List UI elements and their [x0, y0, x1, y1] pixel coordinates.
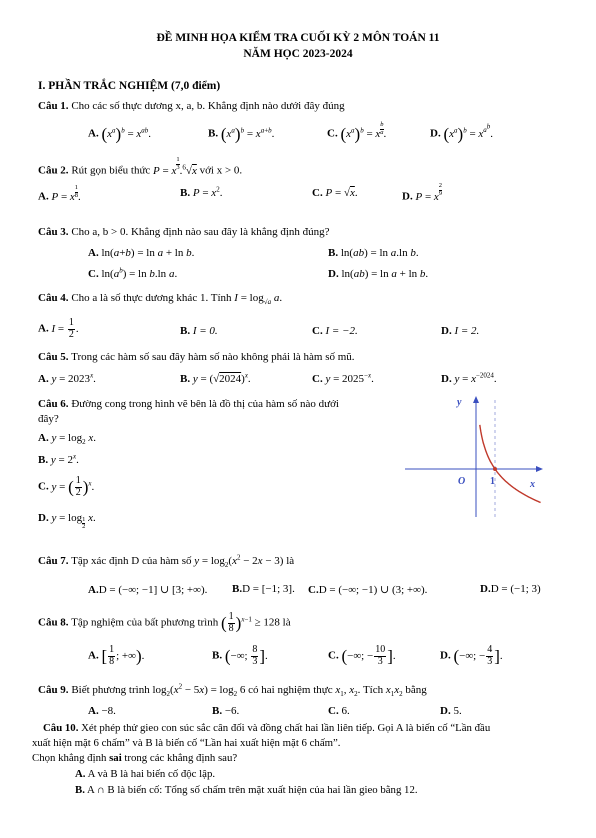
question-10-emphasis: sai: [109, 752, 122, 764]
q9-option-b[interactable]: [212, 705, 239, 717]
q7-expression: $y = \log_2(x^2 - 2x - 3)$: [194, 553, 284, 570]
log-curve: [480, 425, 541, 503]
section-heading: I. PHẦN TRẮC NGHIỆM (7,0 điểm): [38, 80, 221, 92]
q2-option-b[interactable]: [180, 187, 222, 199]
question-5-text: Trong các hàm số sau đây hàm số nào không phải là hàm số mũ.: [71, 351, 355, 363]
option-letter: B.: [212, 705, 223, 717]
q8-b-math: (−∞; $\frac{8}{3}$ ].: [224, 644, 268, 667]
q5-c-math: $y = 2025^{-x}$.: [325, 371, 374, 385]
option-letter: D.: [440, 649, 451, 662]
q1-a-math: $(x^a)^b = x^{ab}$.: [101, 124, 152, 143]
question-8-text: Tập nghiệm của bất phương trình: [71, 616, 219, 629]
question-5: [38, 351, 355, 363]
option-letter: C.: [328, 705, 339, 717]
q5-b-math: $y = (√2024)^x$.: [192, 371, 251, 385]
q2-d-math: P = x $\frac{2}{9}$: [415, 182, 443, 203]
option-letter: C.: [308, 584, 319, 596]
q3-d-math: ln(ab) = ln a + ln b.: [341, 268, 429, 280]
exam-title: ĐỀ MINH HỌA KIỂM TRA CUỐI KỲ 2 MÔN TOÁN 11: [156, 32, 440, 44]
option-letter: A.: [75, 768, 86, 780]
q3-option-b[interactable]: [328, 247, 419, 259]
q4-option-a[interactable]: [38, 318, 79, 340]
q4-c-text: I = −2.: [325, 325, 358, 337]
q1-d-math: $(x^a)^b = x^{a^b}$.: [443, 122, 494, 143]
question-9-tail2: bằng: [405, 684, 427, 696]
question-7-text: Tập xác định D của hàm số: [71, 555, 192, 567]
q4-option-c[interactable]: [312, 325, 358, 337]
q9-product-math: $x_1x_2$: [385, 684, 403, 699]
question-10-prompt: Chọn khẳng định: [32, 752, 107, 764]
option-letter: A.: [38, 190, 49, 203]
q8-c-math: (−∞; − $\frac{10}{3}$ ].: [341, 644, 396, 667]
q4-option-b[interactable]: [180, 325, 218, 337]
q6-option-a[interactable]: [38, 432, 96, 447]
option-letter: D.: [328, 268, 339, 280]
q2-c-math: P = √x.: [325, 187, 358, 199]
question-10-prompt-tail: trong các khẳng định sau?: [124, 752, 238, 764]
option-letter: D.: [480, 583, 491, 595]
q10-a-text: A và B là hai biến cố độc lập.: [87, 768, 216, 780]
q3-option-a[interactable]: [88, 247, 194, 259]
q1-option-d[interactable]: [430, 124, 493, 144]
q6-c-math: y = ( $\frac{1}{2}$ )$^x$.: [51, 475, 95, 498]
question-4-label: Câu 4.: [38, 292, 69, 304]
question-4: [38, 292, 283, 307]
q4-b-text: I = 0.: [192, 325, 218, 337]
question-10-line3: [32, 752, 237, 764]
question-8: [38, 612, 291, 634]
option-letter: A.: [88, 584, 99, 596]
q2-option-a[interactable]: [38, 185, 81, 203]
option-letter: D.: [38, 512, 49, 524]
option-letter: C.: [88, 268, 99, 280]
option-letter: C.: [312, 373, 323, 385]
question-10: [43, 722, 490, 734]
q6-option-c[interactable]: [38, 476, 94, 498]
question-6-line2: đây?: [38, 413, 59, 425]
q9-option-d[interactable]: [440, 705, 462, 717]
q8-option-c[interactable]: [328, 645, 396, 667]
q7-option-a[interactable]: [88, 583, 207, 596]
question-2-condition: với x > 0.: [199, 164, 243, 177]
q5-d-math: $y = x^{-2024}$.: [454, 371, 497, 385]
q8-option-d[interactable]: [440, 645, 503, 667]
q6-a-math: $y = \log_2 x$.: [51, 432, 96, 447]
option-letter: A.: [88, 247, 99, 259]
option-letter: B.: [75, 784, 85, 796]
q9-expression: $\log_2(x^2 - 5x) = \log_2 6$: [152, 682, 246, 699]
q3-c-math: $\ln(a^b) = \ln b.\ln$ a.: [101, 266, 178, 280]
q9-option-a[interactable]: [88, 705, 116, 717]
y-axis-arrow: [473, 396, 479, 403]
option-letter: D.: [430, 127, 441, 140]
q9-d-text: 5.: [453, 705, 462, 717]
question-1: [38, 100, 345, 112]
q1-option-a[interactable]: [88, 124, 151, 144]
option-letter: C.: [38, 480, 49, 493]
q8-d-math: (−∞; − $\frac{4}{3}$ ].: [453, 644, 503, 667]
option-letter: D.: [402, 190, 413, 203]
q3-option-c[interactable]: [88, 268, 177, 280]
function-graph: [400, 392, 550, 522]
q7-option-d[interactable]: [480, 583, 541, 595]
q8-option-a[interactable]: [88, 645, 144, 667]
q10-b-text: A ∩ B là biến cố: Tổng số chấm trên mặt xuất hiện của hai lần gieo bằng 12.: [87, 784, 418, 796]
option-letter: B.: [212, 649, 223, 662]
tick-label-one: 1: [490, 476, 495, 487]
question-8-inequality: ≥ 128 là: [254, 616, 291, 629]
question-3-label: Câu 3.: [38, 226, 69, 238]
q2-b-math: $P = x^2$.: [192, 185, 223, 199]
q1-option-c[interactable]: [327, 122, 386, 144]
option-letter: C.: [328, 649, 339, 662]
option-letter: A.: [38, 432, 49, 444]
option-letter: B.: [38, 454, 49, 466]
x-axis-arrow: [536, 466, 543, 472]
question-7: [38, 553, 295, 570]
option-letter: A.: [38, 373, 49, 385]
q7-d-text: D = (−1; 3): [490, 583, 541, 595]
question-9-tail: có hai nghiệm thực: [248, 684, 333, 696]
question-2: [38, 157, 242, 177]
q6-option-d[interactable]: [38, 512, 96, 531]
question-2-text: Rút gọn biểu thức: [71, 164, 151, 177]
q9-c-text: 6.: [341, 705, 350, 717]
question-10-line2: xuất hiện mặt 6 chấm” và B là biến cố “Lần hai xuất hiện mặt 6 chấm”.: [32, 737, 341, 749]
q9-option-c[interactable]: [328, 705, 350, 717]
q7-b-text: D = [−1; 3].: [242, 583, 295, 595]
option-letter: A.: [88, 127, 99, 140]
question-1-text: Cho các số thực dương x, a, b. Khẳng định nào dưới đây đúng: [71, 100, 345, 112]
q3-a-math: ln(a+b) = ln a + ln b.: [101, 247, 195, 259]
option-letter: B.: [180, 325, 191, 337]
option-letter: C.: [327, 127, 338, 140]
question-1-label: Câu 1.: [38, 100, 69, 112]
q8-a-math: [ $\frac{1}{8}$ ; +∞).: [101, 644, 145, 667]
question-3-text: Cho a, b > 0. Khẳng định nào sau đây là khẳng định đúng?: [71, 226, 330, 238]
q2-expression: P = x $\frac{1}{3}$ .$^6$√x: [153, 156, 197, 177]
q4-expression: $I = \log_{√a} a$.: [234, 292, 283, 307]
question-5-label: Câu 5.: [38, 351, 69, 363]
question-9-label: Câu 9.: [38, 684, 69, 696]
q6-option-b[interactable]: [38, 454, 79, 466]
option-letter: B.: [208, 127, 219, 140]
option-letter: D.: [441, 325, 452, 337]
point-1-0: [493, 467, 497, 471]
question-10-line1: Xét phép thử gieo con súc sắc cân đối và đồng chất hai lần liên tiếp. Gọi A là biến cố “Lần đầu: [81, 722, 491, 734]
q3-b-math: ln(ab) = ln a.ln b.: [340, 247, 419, 259]
q4-d-text: I = 2.: [454, 325, 480, 337]
question-8-label: Câu 8.: [38, 616, 69, 629]
option-letter: A.: [88, 705, 99, 717]
y-axis-label: y: [457, 397, 462, 408]
q5-option-b[interactable]: [180, 373, 251, 385]
question-6-line1: Đường cong trong hình vẽ bên là đồ thị của hàm số nào dưới: [71, 398, 339, 410]
question-9-text: Biết phương trình: [71, 684, 150, 696]
question-6-label: Câu 6.: [38, 398, 69, 410]
origin-label: O: [458, 476, 466, 487]
option-letter: A.: [88, 649, 99, 662]
option-letter: A.: [38, 322, 49, 335]
q1-c-math: $(x^a)^b = x$ $\frac{b}{a}$ .: [340, 121, 387, 143]
q10-option-a[interactable]: [75, 768, 215, 780]
q6-b-math: $y = 2^x$.: [50, 452, 79, 466]
question-10-label: Câu 10.: [43, 722, 79, 734]
q8-expression: ( $\frac{1}{8}$ )$^{x-1}$: [220, 611, 252, 634]
option-letter: B.: [180, 373, 191, 385]
q7-a-text: D = (−∞; −1] ∪ [3; +∞).: [98, 584, 208, 596]
question-2-label: Câu 2.: [38, 164, 69, 177]
q9-roots: $x_1$, $x_2$.: [335, 684, 361, 699]
q5-option-a[interactable]: [38, 373, 96, 385]
q4-option-d[interactable]: [441, 325, 479, 337]
option-letter: C.: [312, 325, 323, 337]
q3-option-d[interactable]: [328, 268, 428, 280]
option-letter: B.: [328, 247, 339, 259]
x-axis-label: x: [530, 479, 535, 490]
question-7-label: Câu 7.: [38, 555, 69, 567]
option-letter: D.: [440, 705, 451, 717]
option-letter: D.: [441, 373, 452, 385]
q7-option-c[interactable]: [308, 583, 427, 596]
option-letter: C.: [312, 187, 323, 199]
q5-option-d[interactable]: [441, 373, 497, 385]
q7-c-text: D = (−∞; −1) ∪ (3; +∞).: [318, 584, 428, 596]
question-4-text: Cho a là số thực dương khác 1. Tính: [71, 292, 232, 304]
q2-a-math: P = x $\frac{1}{8}$ .: [51, 184, 81, 203]
school-year: NĂM HỌC 2023-2024: [243, 48, 353, 60]
q9-a-text: −8.: [101, 705, 116, 717]
q4-a-math: I = $\frac{1}{2}$ .: [51, 317, 79, 340]
q5-a-math: $y = 2023^x$.: [51, 371, 96, 385]
question-9: [38, 682, 427, 699]
q2-option-d[interactable]: [402, 183, 442, 203]
q1-option-b[interactable]: [208, 124, 274, 144]
q6-d-math: y = log $\frac{1}{2}$ x.: [51, 512, 96, 530]
question-6: [38, 398, 339, 410]
q9-b-text: −6.: [224, 705, 240, 717]
option-letter: B.: [232, 583, 243, 595]
question-9-product: Tích: [362, 684, 384, 696]
q1-b-math: $(x^a)^b = x^{a+b}$.: [220, 124, 275, 143]
question-3: [38, 226, 330, 238]
q2-option-c[interactable]: [312, 187, 358, 199]
option-letter: B.: [180, 187, 191, 199]
q5-option-c[interactable]: [312, 373, 374, 385]
question-7-tail: là: [286, 555, 295, 567]
q7-option-b[interactable]: [232, 583, 295, 595]
q8-option-b[interactable]: [212, 645, 268, 667]
q10-option-b[interactable]: [75, 784, 418, 796]
